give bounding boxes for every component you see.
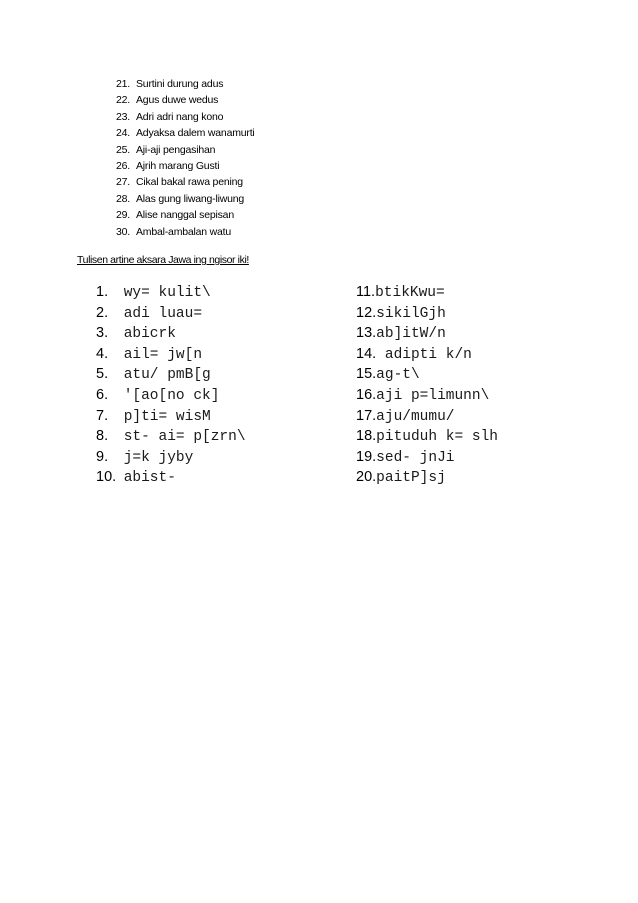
list-item [96, 406, 246, 427]
list-item [356, 323, 498, 344]
list-item [96, 364, 246, 385]
item-text: Agus duwe wedus [136, 94, 219, 107]
item-number: 6. [96, 386, 109, 403]
item-number: 20. [356, 469, 377, 486]
aksara-text: adi luau= [115, 305, 203, 322]
item-number: 10. [96, 469, 117, 486]
item-number: 21. [116, 78, 130, 90]
list-item [116, 109, 255, 125]
list-item [96, 467, 246, 488]
item-number: 3. [96, 325, 109, 342]
list-item [116, 224, 255, 240]
list-item [96, 282, 246, 303]
list-item [116, 158, 255, 174]
list-item [116, 174, 255, 190]
item-number: 11. [356, 284, 376, 300]
aksara-text: atu/ pmB[g [115, 367, 211, 384]
aksara-text: btikKwu= [375, 285, 445, 301]
item-number: 15. [356, 366, 377, 383]
item-text: Surtini durung adus [136, 78, 224, 90]
aksara-text: '[ao[no ck] [115, 387, 220, 404]
list-item [356, 303, 498, 324]
item-number: 13. [356, 325, 377, 342]
item-number: 23. [116, 110, 130, 123]
list-item [356, 385, 498, 406]
aksara-text: aju/mumu/ [376, 408, 455, 425]
list-item [96, 385, 246, 406]
aksara-text: ag-t\ [376, 367, 420, 384]
item-number: 14. [356, 345, 377, 362]
list-item [96, 303, 246, 324]
item-text: Adyaksa dalem wanamurti [136, 127, 255, 140]
item-number: 29. [116, 209, 130, 222]
aksara-text: p]ti= wisM [115, 408, 211, 425]
aksara-text: pituduh k= slh [376, 429, 498, 446]
aksara-text: abicrk [115, 326, 176, 343]
list-item [116, 142, 255, 158]
list-item [356, 344, 498, 365]
aksara-text: ail= jw[n [115, 346, 203, 363]
item-number: 30. [116, 225, 130, 238]
item-number: 8. [96, 428, 109, 445]
aksara-text: abist- [115, 470, 176, 487]
list-item [96, 344, 246, 365]
aksara-text: sikilGjh [376, 305, 446, 322]
aksara-text: ab]itW/n [376, 326, 446, 343]
list-item [96, 323, 246, 344]
list-item [96, 447, 246, 468]
list-item [116, 191, 255, 207]
list-item [356, 364, 498, 385]
item-number: 7. [96, 407, 109, 424]
aksara-text: j=k jyby [115, 449, 194, 466]
item-number: 1. [96, 284, 109, 300]
aksara-list-right [356, 282, 498, 488]
item-number: 27. [116, 176, 130, 189]
aksara-text: wy= kulit\ [115, 285, 211, 301]
list-item [116, 207, 255, 223]
list-item [356, 467, 498, 488]
item-text: Alise nanggal sepisan [136, 209, 234, 222]
item-number: 12. [356, 304, 377, 321]
instruction-heading: Tulisen artine aksara Jawa ing ngisor iki! [77, 254, 249, 266]
item-number: 16. [356, 386, 377, 403]
list-item [356, 426, 498, 447]
item-number: 18. [356, 428, 377, 445]
aksara-text: aji p=limunn\ [376, 387, 490, 404]
item-number: 9. [96, 448, 109, 465]
item-number: 19. [356, 448, 377, 465]
aksara-text: sed- jnJi [376, 449, 455, 466]
item-number: 17. [356, 407, 377, 424]
item-number: 4. [96, 345, 109, 362]
aksara-text: adipti k/n [376, 346, 472, 363]
item-text: Aji-aji pengasihan [136, 143, 216, 156]
item-number: 26. [116, 159, 130, 172]
list-item [356, 282, 498, 303]
list-item [356, 406, 498, 427]
list-item [356, 447, 498, 468]
item-number: 25. [116, 143, 130, 156]
item-text: Cikal bakal rawa pening [136, 176, 243, 189]
item-text: Ambal-ambalan watu [136, 225, 232, 238]
aksara-list-left [96, 282, 246, 488]
item-number: 5. [96, 366, 109, 383]
item-text: Alas gung liwang-liwung [136, 192, 245, 205]
item-number: 24. [116, 127, 130, 140]
list-item [116, 125, 255, 141]
item-text: Ajrih marang Gusti [136, 159, 220, 172]
item-text: Adri adri nang kono [136, 110, 224, 123]
item-number: 2. [96, 304, 109, 321]
list-item [96, 426, 246, 447]
aksara-text: paitP]sj [376, 470, 446, 487]
sentence-list [116, 76, 255, 240]
list-item [116, 76, 255, 92]
list-item [116, 92, 255, 108]
aksara-text: st- ai= p[zrn\ [115, 429, 246, 446]
item-number: 22. [116, 94, 130, 107]
item-number: 28. [116, 192, 130, 205]
